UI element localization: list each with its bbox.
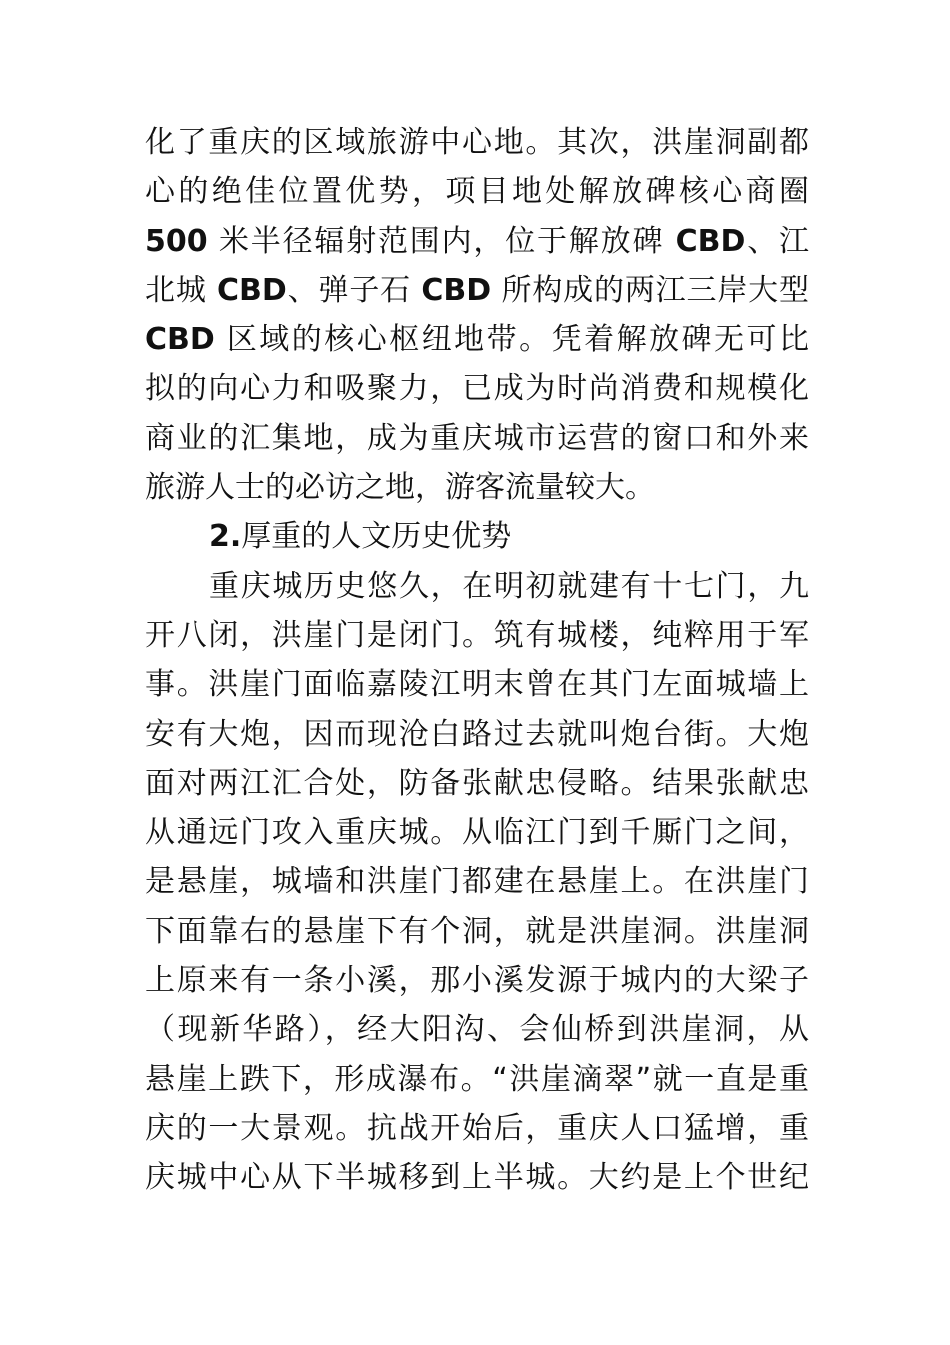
paragraph-2-line-2: 开八闭，洪崖门是闭门。筑有城楼，纯粹用于军	[145, 617, 809, 653]
paragraph-1-line-6: 拟的向心力和吸聚力，已成为时尚消费和规模化	[145, 371, 809, 407]
paragraph-2-line-12: 庆的一大景观。抗战开始后，重庆人口猛增，重	[145, 1110, 809, 1146]
paragraph-1-line-5: CBD 区域的核心枢纽地带。凭着解放碑无可比	[145, 322, 809, 358]
paragraph-2-line-3: 事。洪崖门面临嘉陵江明末曾在其门左面城墙上	[145, 667, 809, 703]
paragraph-1-line-1: 化了重庆的区域旅游中心地。其次，洪崖洞副都	[145, 125, 809, 160]
paragraph-2-line-8: 下面靠右的悬崖下有个洞，就是洪崖洞。洪崖洞	[145, 913, 809, 949]
paragraph-1-line-3: 500 米半径辐射范围内，位于解放碑 CBD、江	[145, 223, 810, 259]
paragraph-2-line-13: 庆城中心从下半城移到上半城。大约是上个世纪	[145, 1160, 809, 1196]
paragraph-2-line-4: 安有大炮，因而现沧白路过去就叫炮台街。大炮	[145, 716, 809, 752]
paragraph-2-line-6: 从通远门攻入重庆城。从临江门到千厮门之间，	[145, 815, 809, 851]
body-text	[145, 118, 809, 1203]
paragraph-2-line-10: （现新华路），经大阳沟、会仙桥到洪崖洞，从	[145, 1012, 809, 1048]
paragraph-2-line-11: 悬崖上跌下，形成瀑布。“洪崖滴翠”就一直是重	[145, 1061, 809, 1097]
paragraph-2-line-9: 上原来有一条小溪，那小溪发源于城内的大梁子	[145, 963, 809, 999]
paragraph-2-line-1: 重庆城历史悠久，在明初就建有十七门，九	[209, 568, 809, 604]
paragraph-2-line-5: 面对两江汇合处，防备张献忠侵略。结果张献忠	[145, 765, 809, 801]
paragraph-1-line-8: 旅游人士的必访之地，游客流量较大。	[145, 470, 655, 506]
paragraph-1-line-2: 心的绝佳位置优势，项目地处解放碑核心商圈	[145, 174, 809, 210]
section-heading: 2.厚重的人文历史优势	[209, 519, 512, 555]
paragraph-2-line-7: 是悬崖，城墙和洪崖门都建在悬崖上。在洪崖门	[145, 864, 809, 900]
paragraph-1-line-4: 北城 CBD、弹子石 CBD 所构成的两江三岸大型	[145, 272, 809, 308]
paragraph-1-line-7: 商业的汇集地，成为重庆城市运营的窗口和外来	[145, 420, 809, 456]
